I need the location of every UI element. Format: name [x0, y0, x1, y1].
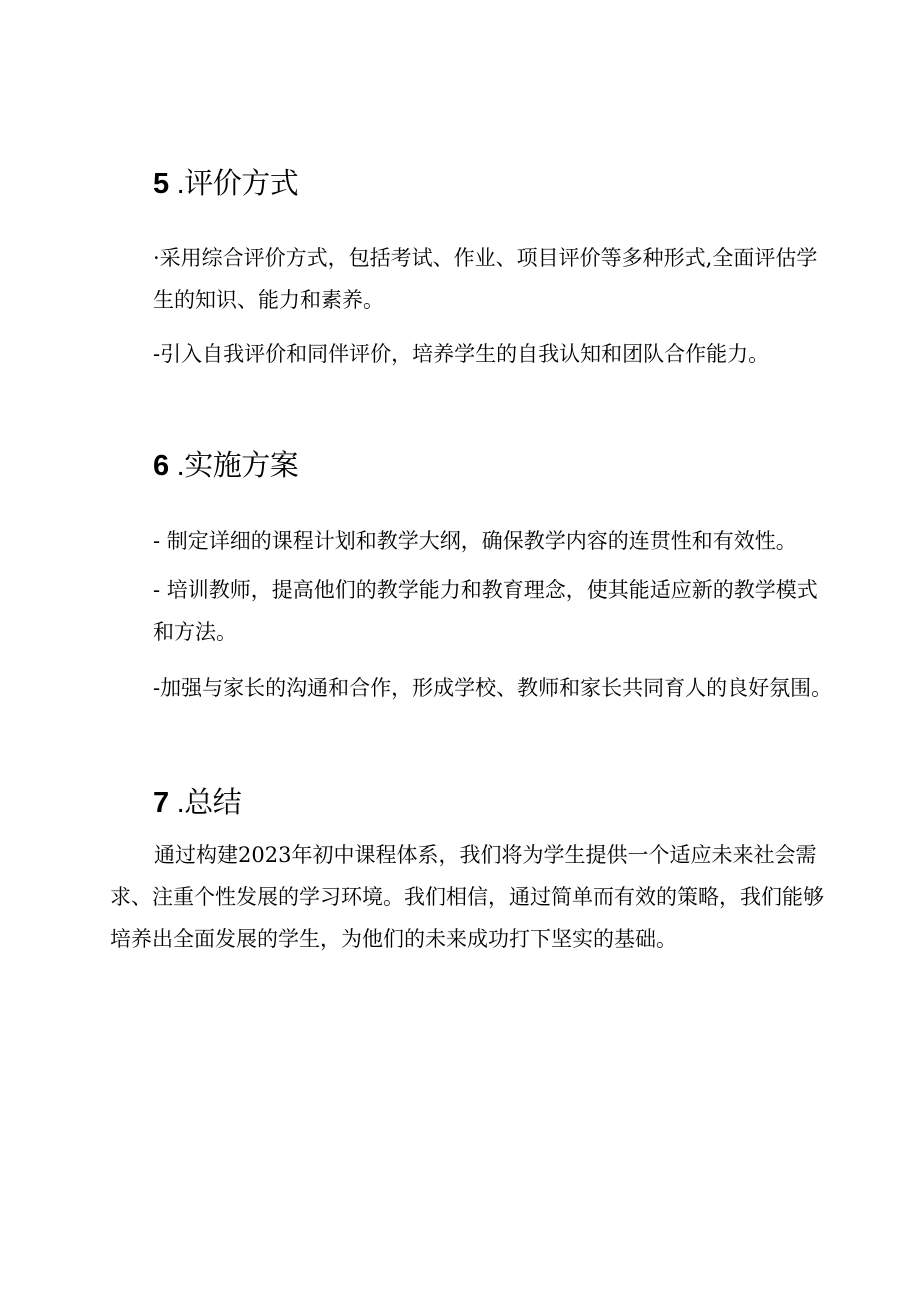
paragraph: - 培训教师，提高他们的教学能力和教育理念，使其能适应新的教学模式和方法。	[153, 578, 818, 644]
section-title: .实施方案	[176, 450, 299, 482]
section-number: 6	[153, 450, 169, 482]
section-heading-implementation	[153, 448, 298, 484]
paragraph: ·采用综合评价方式，包括考试、作业、项目评价等多种形式,全面评估学生的知识、能力和素养。	[153, 246, 818, 312]
section-heading-summary	[153, 785, 241, 821]
section-title: .评价方式	[176, 168, 299, 200]
paragraph: -加强与家长的沟通和合作，形成学校、教师和家长共同育人的良好氛围。	[153, 676, 833, 700]
section-heading-evaluation	[153, 166, 298, 202]
section-number: 7	[153, 787, 169, 819]
paragraph: -引入自我评价和同伴评价，培养学生的自我认知和团队合作能力。	[153, 342, 770, 366]
section-number: 5	[153, 168, 169, 200]
section-title: .总结	[176, 787, 242, 819]
paragraph: - 制定详细的课程计划和教学大纲，确保教学内容的连贯性和有效性。	[153, 529, 797, 553]
paragraph: 通过构建2023年初中课程体系，我们将为学生提供一个适应未来社会需求、注重个性发展的学习环境。我们相信，通过简单而有效的策略，我们能够培养出全面发展的学生，为他们的未来成功打下坚实的基础。	[110, 843, 824, 951]
